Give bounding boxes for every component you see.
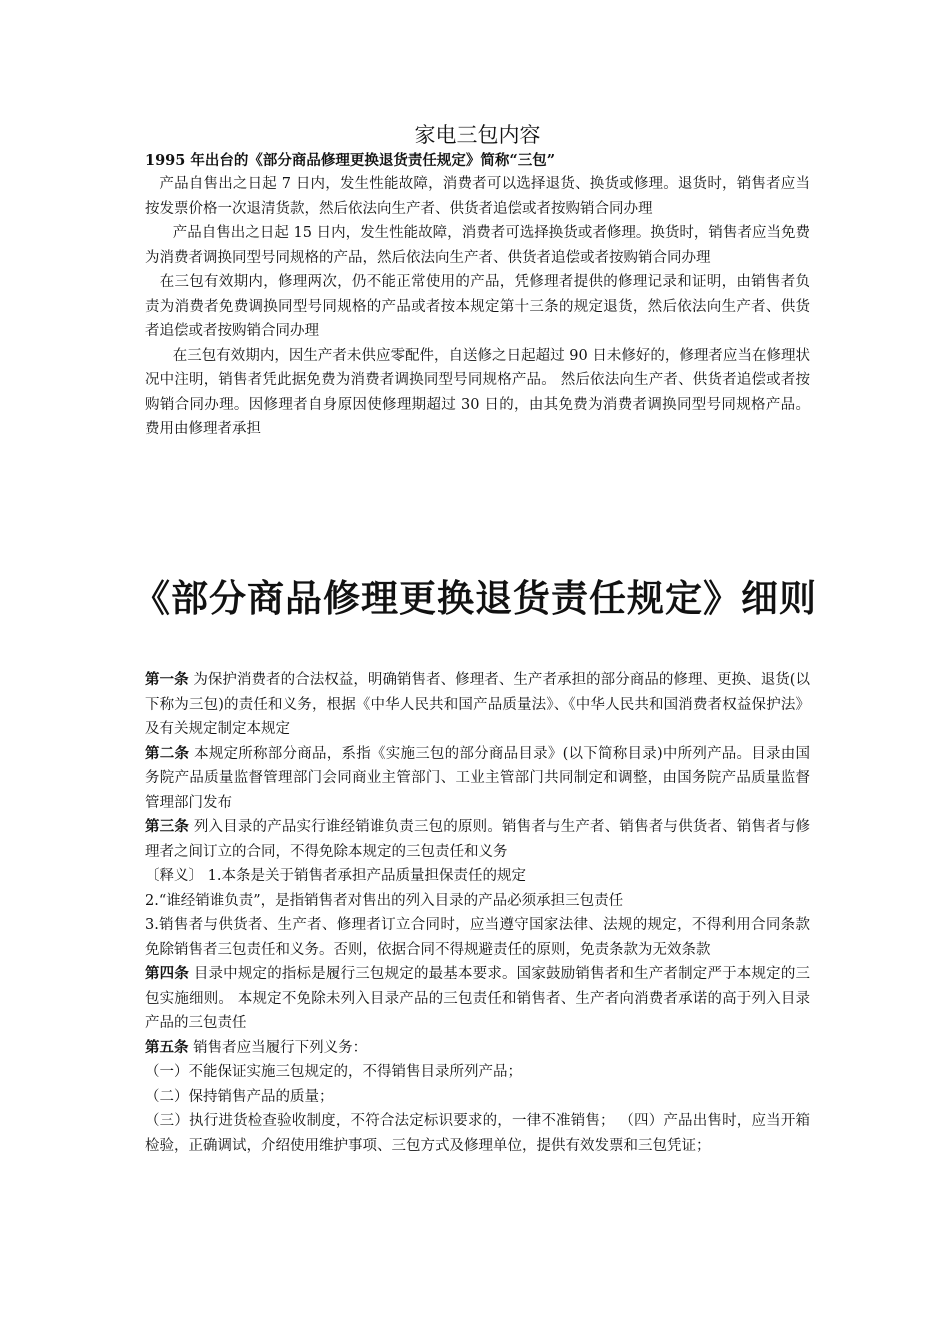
rule-3 [145, 815, 810, 864]
document-subtitle: 1995 年出台的《部分商品修理更换退货责任规定》简称“三包” [145, 152, 556, 169]
document-top-section [145, 120, 810, 442]
rule-text: 3.销售者与供货者、生产者、修理者订立合同时，应当遵守国家法律、法规的规定，不得利用合同条款免除销售者三包责任和义务。否则，依据合同不得规避责任的原则，免责条款为无效条款 [145, 917, 810, 958]
paragraph-2: 产品自售出之日起 15 日内，发生性能故障，消费者可选择换货或者修理。换货时，销售者应当免费为消费者调换同型号同规格的产品，然后依法向生产者、供货者追偿或者按购销合同办理 [145, 225, 811, 266]
rules-section [145, 668, 810, 1158]
rule-text: 本规定所称部分商品，系指《实施三包的部分商品目录》(以下简称目录)中所列产品。目录由国务院产品质量监督管理部门会同商业主管部门、工业主管部门共同制定和调整，由国务院产品质量监督管理部门发布 [145, 745, 811, 811]
paragraph-4: 在三包有效期内，因生产者未供应零配件，自送修之日起超过 90 日未修好的，修理者应当在修理状况中注明，销售者凭此据免费为消费者调换同型号同规格产品。 然后依法向生产者、供货者追偿或者按购销合同办理。因修理者自身原因使修理期超过 30 日的，由其免费为消费者调换同型号同规格产品。费用由修理者承担 [145, 347, 811, 437]
rule-3-note-3 [145, 913, 810, 962]
rule-text: 列入目录的产品实行谁经销谁负责三包的原则。销售者与生产者、销售者与供货者、销售者与修理者之间订立的合同，不得免除本规定的三包责任和义务 [145, 819, 811, 860]
rule-5 [145, 1036, 810, 1061]
rule-text: （二）保持销售产品的质量； [145, 1088, 334, 1105]
rule-label: 第五条 [145, 1038, 189, 1056]
document-title: 家电三包内容 [414, 123, 541, 147]
rule-text: 目录中规定的指标是履行三包规定的最基本要求。国家鼓励销售者和生产者制定严于本规定的三包实施细则。 本规定不免除未列入目录产品的三包责任和销售者、生产者向消费者承诺的高于列入目录产品的三包责任 [145, 966, 811, 1031]
rule-3-note [145, 864, 810, 889]
rule-text: （三）执行进货检查验收制度，不符合法定标识要求的，一律不准销售； （四）产品出售时，应当开箱检验，正确调试，介绍使用维护事项、三包方式及修理单位，提供有效发票和三包凭证； [145, 1113, 810, 1154]
rule-label: 第三条 [145, 818, 190, 835]
paragraph-1: 产品自售出之日起 7 日内，发生性能故障，消费者可以选择退货、换货或修理。退货时，销售者应当按发票价格一次退清货款，然后依法向生产者、供货者追偿或者按购销合同办理 [145, 176, 810, 217]
rule-label: 第二条 [145, 744, 190, 762]
rule-3-note-2 [145, 889, 810, 914]
rule-4 [145, 962, 810, 1036]
rule-text: 〔释义〕 1.本条是关于销售者承担产品质量担保责任的规定 [145, 868, 526, 884]
rule-label: 第一条 [145, 671, 189, 688]
paragraph-3: 在三包有效期内，修理两次，仍不能正常使用的产品，凭修理者提供的修理记录和证明，由销售者负责为消费者免费调换同型号同规格的产品或者按本规定第十三条的规定退货，然后依法向生产者、供货者追偿或者按购销合同办理 [145, 274, 810, 339]
rule-label: 第四条 [145, 965, 190, 982]
rule-text: （一）不能保证实施三包规定的，不得销售目录所列产品； [145, 1064, 522, 1080]
rules-heading: 《部分商品修理更换退货责任规定》细则 [133, 577, 817, 620]
rule-text: 销售者应当履行下列义务： [188, 1039, 368, 1056]
rule-text: 2.“谁经销谁负责”，是指销售者对售出的列入目录的产品必须承担三包责任 [145, 892, 624, 909]
rule-1 [145, 668, 810, 742]
rule-5-item-3 [145, 1109, 810, 1158]
rule-5-item-1 [145, 1060, 810, 1085]
rule-text: 为保护消费者的合法权益，明确销售者、修理者、生产者承担的部分商品的修理、更换、退货(以下称为三包)的责任和义务，根据《中华人民共和国产品质量法》、《中华人民共和国消费者权益保护法》及有关规定制定本规定 [145, 672, 811, 737]
rule-5-item-2 [145, 1085, 810, 1110]
rule-2 [145, 742, 810, 816]
